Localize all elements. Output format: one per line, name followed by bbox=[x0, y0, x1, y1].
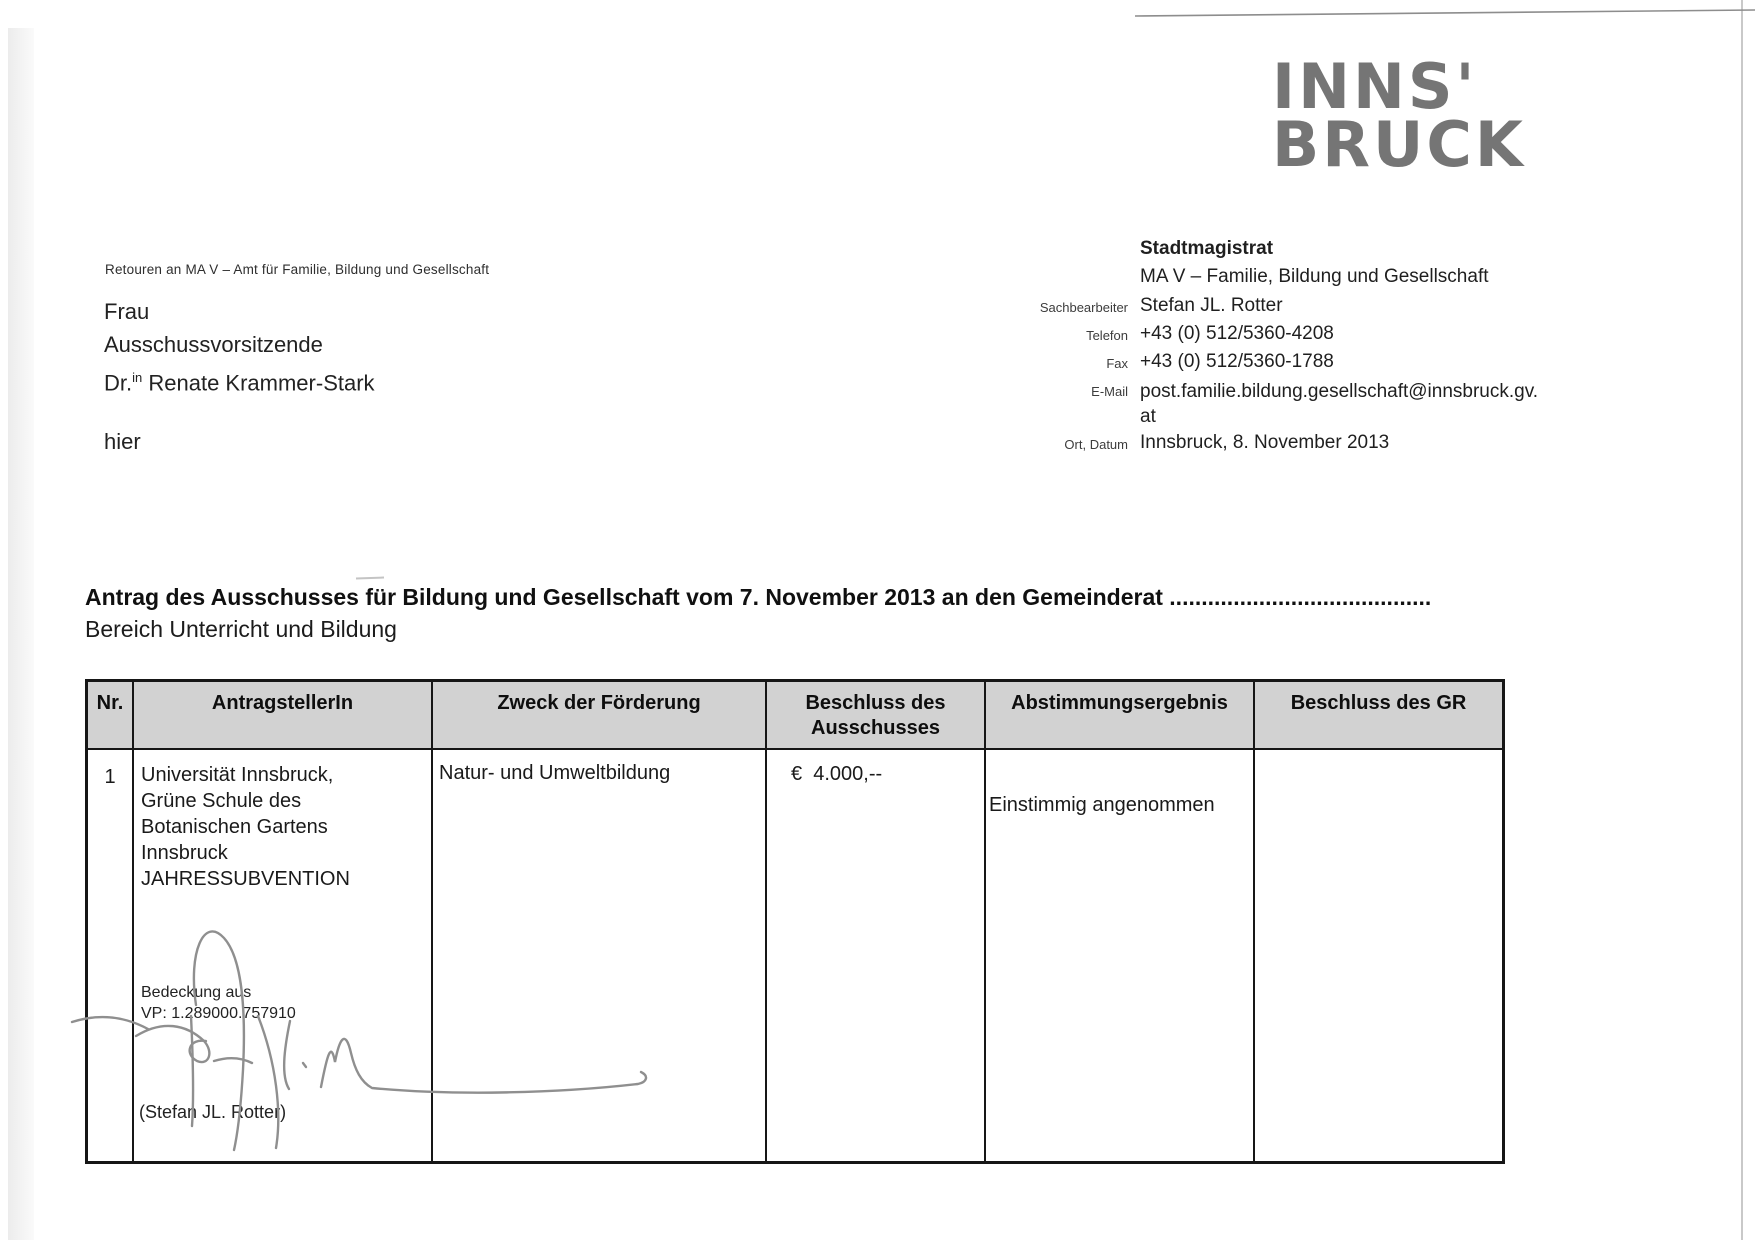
recipient-title: Dr. bbox=[104, 370, 133, 396]
return-address-line: Retouren an MA V – Amt für Familie, Bildung und Gesellschaft bbox=[105, 262, 490, 277]
subject-subheading: Bereich Unterricht und Bildung bbox=[85, 616, 397, 642]
recipient-name: Renate Krammer-Stark bbox=[142, 370, 375, 396]
recipient-salutation: Frau bbox=[104, 299, 150, 324]
logo-line-2: BRUCK bbox=[1272, 107, 1526, 181]
scan-edge-shadow-left bbox=[8, 28, 34, 1240]
antragsteller-text bbox=[134, 750, 431, 892]
column-header-abstimmungsergebnis: Abstimmungsergebnis bbox=[986, 682, 1255, 750]
antragsteller-line: Grüne Schule des bbox=[141, 790, 302, 812]
contact-value-ort-datum: Innsbruck, 8. November 2013 bbox=[1140, 432, 1390, 453]
bedeckung-note bbox=[141, 982, 296, 1024]
contact-org: Stadtmagistrat bbox=[1140, 238, 1274, 259]
contact-department: MA V – Familie, Bildung und Gesellschaft bbox=[1140, 266, 1489, 287]
cell-abstimmungsergebnis: Einstimmig angenommen bbox=[986, 750, 1255, 1161]
contact-label-email: E-Mail bbox=[1091, 384, 1128, 399]
antragsteller-line: Universität Innsbruck, bbox=[141, 764, 334, 786]
recipient-location: hier bbox=[104, 429, 141, 455]
signer-name: (Stefan JL. Rotter) bbox=[139, 1102, 287, 1122]
antragsteller-line: JAHRESSUBVENTION bbox=[141, 868, 350, 890]
recipient-name-line bbox=[104, 361, 375, 399]
cell-row-number: 1 bbox=[88, 750, 134, 1161]
antragsteller-line: Innsbruck bbox=[141, 842, 228, 864]
contact-value-sachbearbeiter: Stefan JL. Rotter bbox=[1140, 295, 1283, 316]
bedeckung-line-1: Bedeckung aus bbox=[141, 984, 252, 1001]
recipient-address-block bbox=[104, 295, 375, 458]
column-header-nr: Nr. bbox=[88, 682, 134, 750]
column-header-antragsteller: AntragstellerIn bbox=[134, 682, 433, 750]
cell-beschluss-ausschuss: € 4.000,-- bbox=[767, 750, 986, 1161]
antragsteller-line: Botanischen Gartens bbox=[141, 816, 328, 838]
contact-label-sachbearbeiter: Sachbearbeiter bbox=[1039, 300, 1128, 315]
column-header-zweck: Zweck der Förderung bbox=[433, 682, 767, 750]
recipient-role: Ausschussvorsitzende bbox=[104, 332, 323, 357]
contact-value-telefon: +43 (0) 512/5360-4208 bbox=[1140, 323, 1334, 344]
subject-heading: Antrag des Ausschusses für Bildung und Gesellschaft vom 7. November 2013 an den Gemeinderat ......................................... bbox=[85, 584, 1432, 610]
contact-label-ort-datum: Ort, Datum bbox=[1064, 437, 1128, 452]
grants-table bbox=[85, 679, 1505, 1164]
contact-value-email: post.familie.bildung.gesellschaft@innsbruck.gv.at bbox=[1140, 381, 1539, 427]
cell-zweck: Natur- und Umweltbildung bbox=[433, 750, 767, 1161]
cell-antragsteller bbox=[134, 750, 433, 1161]
cell-beschluss-gr bbox=[1255, 750, 1502, 1161]
contact-label-telefon: Telefon bbox=[1086, 328, 1128, 343]
column-header-beschluss-ausschuss: Beschluss des Ausschusses bbox=[767, 682, 986, 750]
scan-artifact-line bbox=[1135, 7, 1755, 21]
column-header-beschluss-gr: Beschluss des GR bbox=[1255, 682, 1502, 750]
scan-edge-line-right bbox=[1741, 0, 1743, 1240]
bedeckung-line-2: VP: 1.289000.757910 bbox=[141, 1005, 296, 1022]
innsbruck-logo bbox=[1272, 50, 1526, 181]
contact-value-fax: +43 (0) 512/5360-1788 bbox=[1140, 351, 1334, 372]
recipient-title-suffix: in bbox=[132, 370, 143, 385]
logo-line-1: INNS' bbox=[1272, 50, 1478, 123]
contact-label-fax: Fax bbox=[1106, 356, 1128, 371]
scan-artifact-dash bbox=[356, 577, 384, 580]
